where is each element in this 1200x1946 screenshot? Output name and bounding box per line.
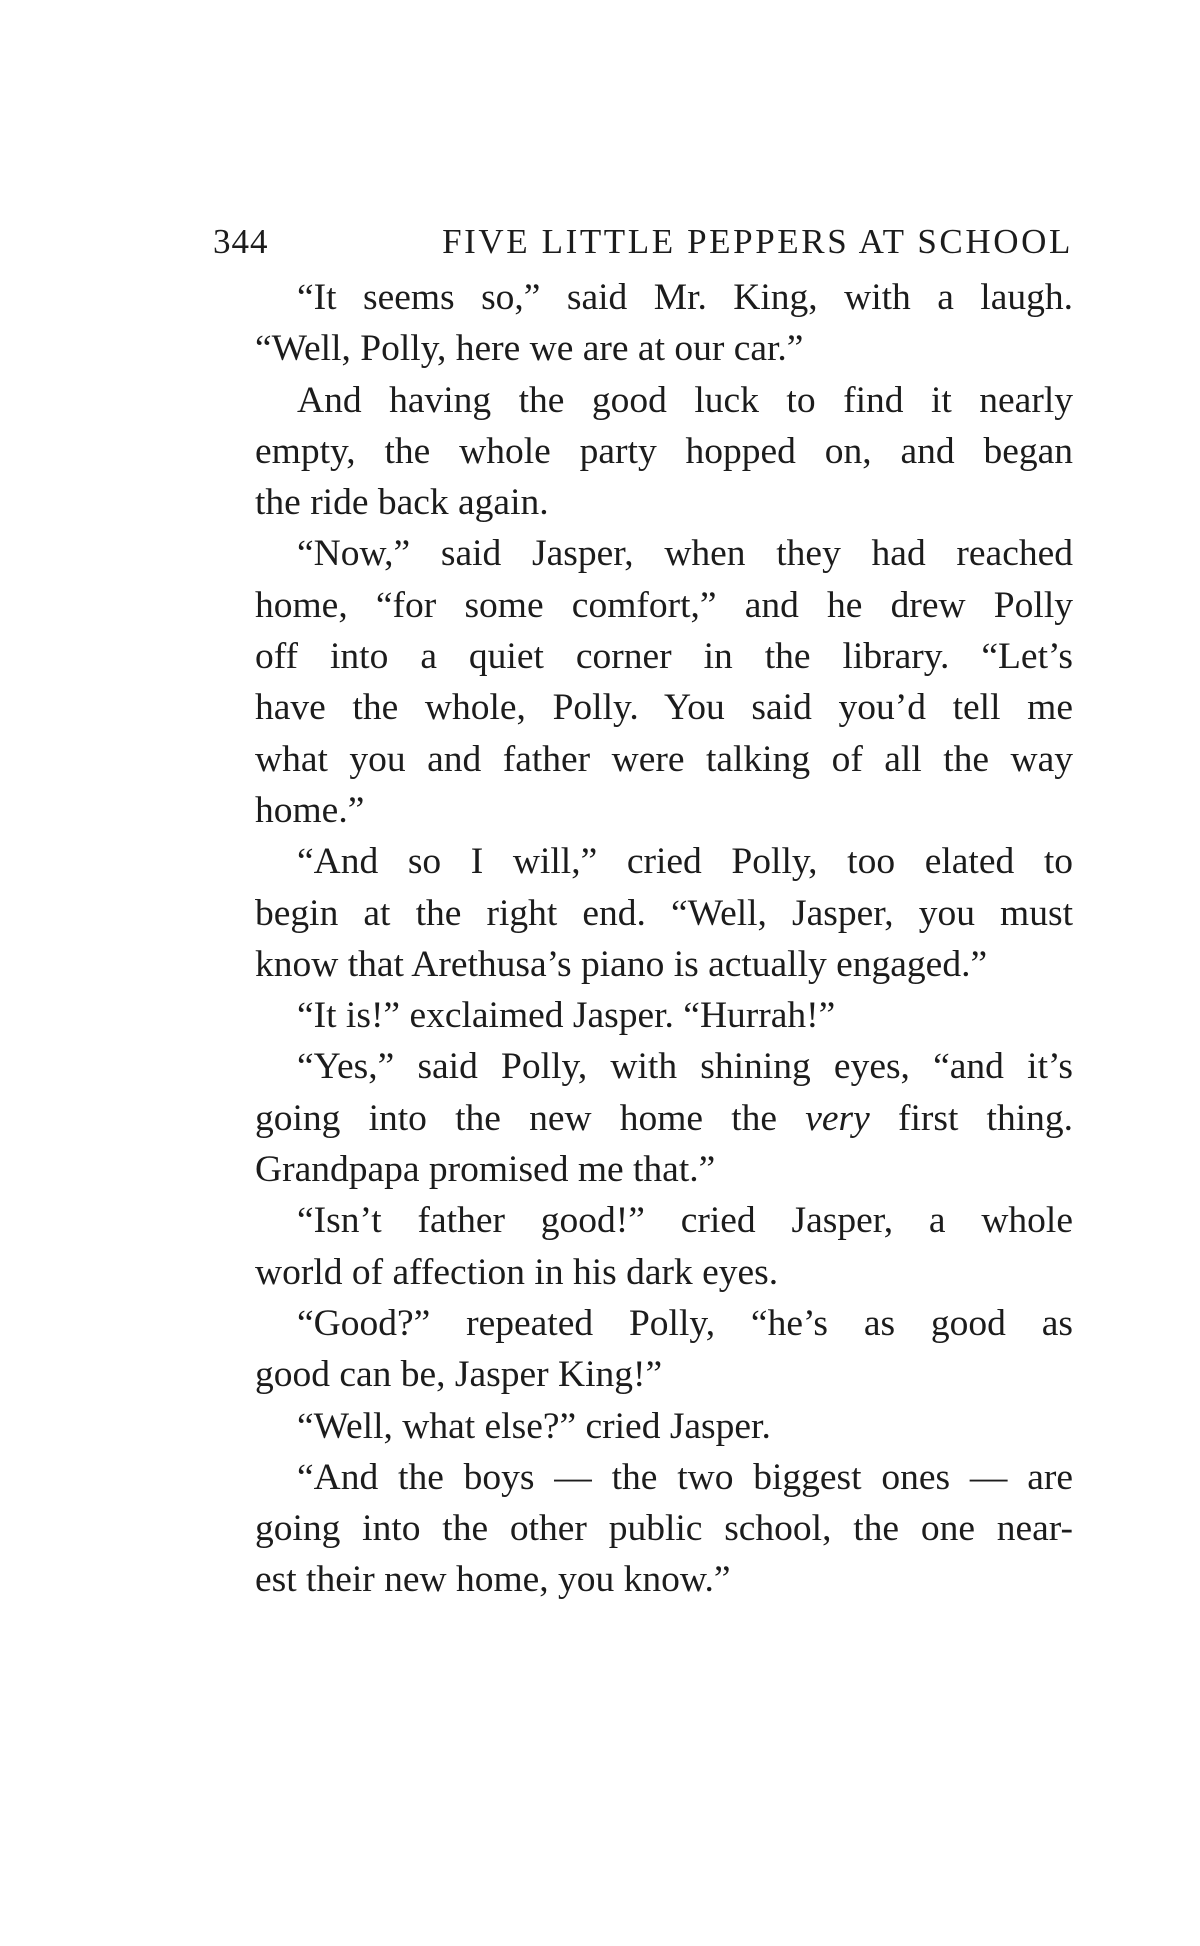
text-line: home, “for some comfort,” and he drew Polly bbox=[255, 584, 1073, 626]
text-line: going into the other public school, the one near- bbox=[255, 1508, 1073, 1550]
text-line: “Now,” said Jasper, when they had reached bbox=[297, 533, 1073, 575]
text-line: good can be, Jasper King!” bbox=[255, 1354, 663, 1396]
text-line: “Isn’t father good!” cried Jasper, a whole bbox=[297, 1200, 1073, 1242]
text-fragment: first thing. bbox=[897, 1097, 1074, 1139]
paragraph-9 bbox=[213, 1401, 1073, 1452]
paragraph-5 bbox=[213, 990, 1073, 1041]
paragraph-6 bbox=[213, 1041, 1073, 1195]
text-line: empty, the whole party hopped on, and began bbox=[255, 430, 1073, 472]
text-line: “And so I will,” cried Polly, too elated to bbox=[297, 841, 1073, 883]
paragraph-4 bbox=[213, 836, 1073, 990]
text-line: “And the boys — the two biggest ones — are bbox=[297, 1456, 1073, 1498]
book-title: FIVE LITTLE PEPPERS AT SCHOOL bbox=[442, 222, 1073, 261]
text-line: begin at the right end. “Well, Jasper, you must bbox=[255, 892, 1073, 934]
text-line: “It seems so,” said Mr. King, with a laugh. bbox=[297, 277, 1073, 318]
text-line: know that Arethusa’s piano is actually engaged.” bbox=[255, 943, 988, 985]
text-line: the ride back again. bbox=[255, 482, 549, 524]
paragraph-10 bbox=[213, 1452, 1073, 1606]
text-line: world of affection in his dark eyes. bbox=[255, 1251, 779, 1293]
text-line: est their new home, you know.” bbox=[255, 1559, 731, 1601]
text-line: “Yes,” said Polly, with shining eyes, “and it’s bbox=[297, 1046, 1073, 1088]
text-line: home.” bbox=[255, 789, 365, 831]
text-line: “Good?” repeated Polly, “he’s as good as bbox=[297, 1302, 1073, 1344]
text-line: “Well, what else?” cried Jasper. bbox=[297, 1405, 771, 1447]
text-line: off into a quiet corner in the library. “Let’s bbox=[255, 636, 1073, 678]
page-number: 344 bbox=[213, 222, 269, 261]
paragraph-1 bbox=[213, 272, 1073, 375]
text-line: “Well, Polly, here we are at our car.” bbox=[255, 328, 804, 370]
running-head bbox=[213, 222, 1073, 262]
paragraph-2 bbox=[213, 375, 1073, 529]
paragraph-3 bbox=[213, 528, 1073, 836]
paragraph-7 bbox=[213, 1195, 1073, 1298]
text-line bbox=[213, 1093, 1073, 1144]
text-line: what you and father were talking of all the way bbox=[255, 738, 1073, 780]
text-line: Grandpapa promised me that.” bbox=[255, 1149, 716, 1191]
text-fragment: going into the new home the bbox=[255, 1097, 778, 1139]
body-text bbox=[213, 272, 1073, 1606]
emphasized-word: very bbox=[805, 1097, 870, 1139]
text-line: have the whole, Polly. You said you’d tell me bbox=[255, 687, 1073, 729]
book-page bbox=[213, 222, 1073, 1606]
text-line: And having the good luck to find it nearly bbox=[297, 379, 1073, 421]
text-line: “It is!” exclaimed Jasper. “Hurrah!” bbox=[297, 995, 836, 1037]
paragraph-8 bbox=[213, 1298, 1073, 1401]
